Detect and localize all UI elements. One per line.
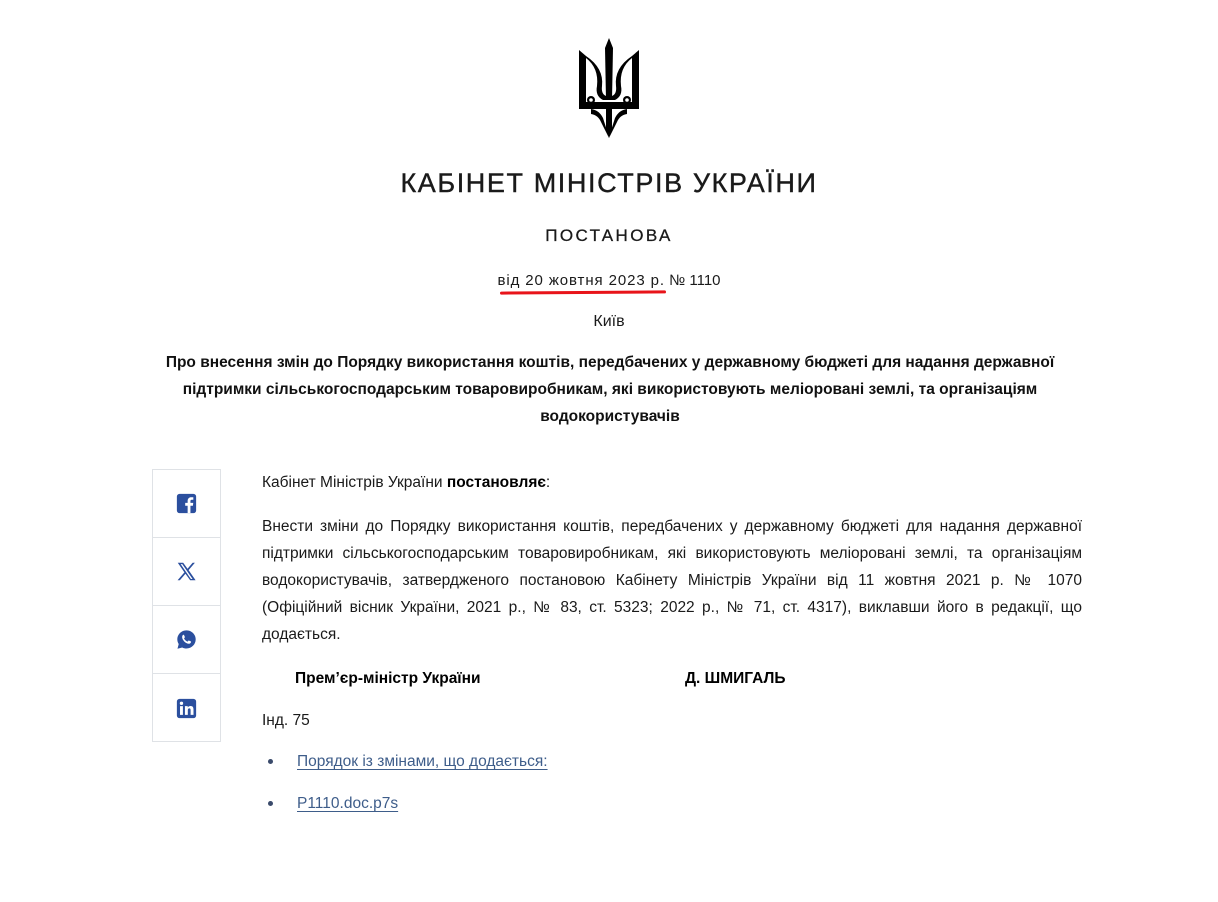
x-twitter-icon	[176, 561, 197, 582]
trident-emblem-icon	[577, 38, 641, 138]
resolves-prefix: Кабінет Міністрів України	[262, 474, 447, 491]
document-number: № 1110	[669, 272, 721, 289]
attachment-link-procedure[interactable]: Порядок із змінами, що додається:	[297, 753, 548, 770]
document-date-number	[0, 272, 1218, 289]
body-paragraph: Внести зміни до Порядку використання коштів, передбачених у державному бюджеті для надання державної підтримки сільськогосподарським товаровиробникам, які використовують меліоровані землі, та організаціям водокористувачів, затвердженого постановою Кабінету Міністрів України від 11 жовтня 2021 р. № 1070 (Офіційний вісник України, 2021 р., № 83, ст. 5323; 2022 р., № 71, ст. 4317), виклавши його в редакції, що додається.	[262, 518, 1082, 643]
document-content	[262, 472, 1082, 835]
signature-role: Прем’єр-міністр України	[295, 670, 481, 687]
document-heading: Про внесення змін до Порядку використання коштів, передбачених у державному бюджеті для надання державної підтримки сільськогосподарським товаровиробникам, які використовують меліоровані землі, та організаціям водокористувачів	[165, 354, 1055, 425]
document-type: ПОСТАНОВА	[545, 226, 673, 245]
linkedin-icon	[176, 698, 197, 719]
resolves-line	[262, 472, 1082, 494]
date-highlight-underline	[500, 290, 666, 294]
organization-title: КАБІНЕТ МІНІСТРІВ УКРАЇНИ	[400, 168, 818, 198]
attachment-item	[262, 793, 1082, 815]
facebook-icon	[176, 493, 197, 514]
document-city: Київ	[593, 313, 625, 330]
resolves-keyword: постановляє	[446, 474, 546, 491]
whatsapp-icon	[176, 629, 197, 650]
share-facebook-button[interactable]	[153, 470, 220, 538]
share-linkedin-button[interactable]	[153, 674, 220, 742]
attachment-item	[262, 751, 1082, 773]
document-index: Інд. 75	[262, 712, 310, 729]
share-whatsapp-button[interactable]	[153, 606, 220, 674]
document-date: від 20 жовтня 2023 р.	[497, 272, 665, 289]
attachments-list	[262, 751, 1082, 815]
resolves-suffix: :	[545, 474, 551, 491]
signature-name: Д. ШМИГАЛЬ	[685, 670, 786, 687]
share-panel	[152, 469, 221, 742]
signature-block	[262, 668, 1082, 690]
attachment-link-signature-file[interactable]: P1110.doc.p7s	[297, 795, 399, 812]
share-x-button[interactable]	[153, 538, 220, 606]
